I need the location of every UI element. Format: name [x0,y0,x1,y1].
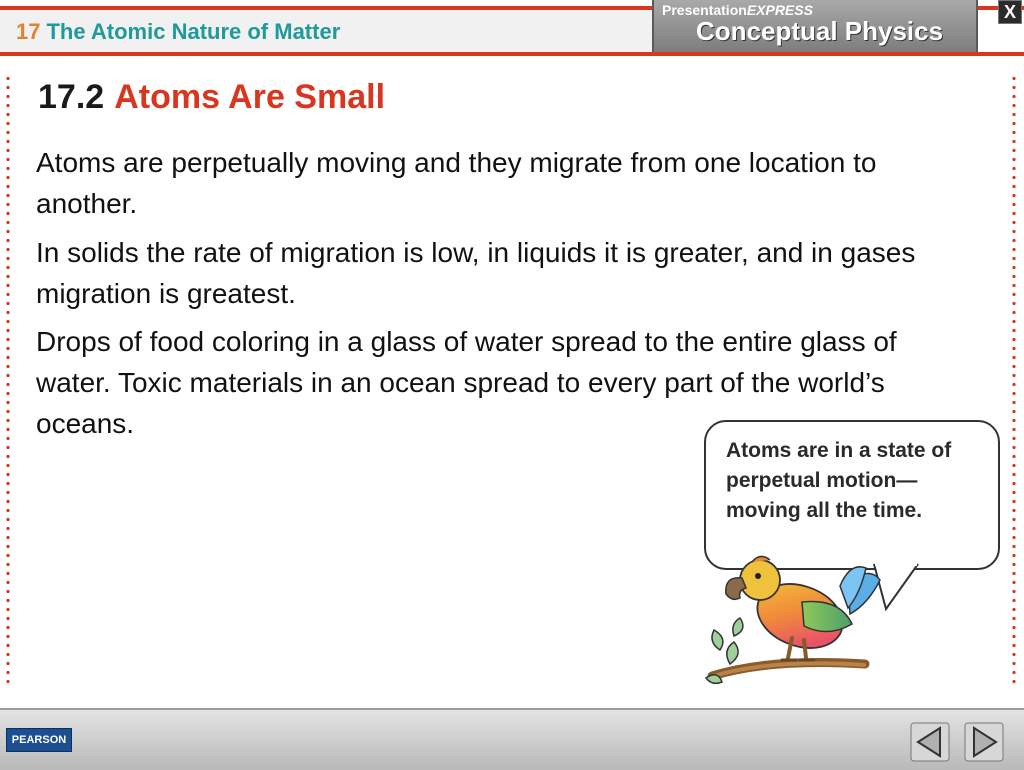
paragraph-1: Atoms are perpetually moving and they migrate from one location to another. [36,147,877,219]
brand-prefix: Presentation [662,2,747,18]
paragraph-3: Drops of food coloring in a glass of water spread to the entire glass of water. Toxic materials in an ocean spread to every part of the world’s oceans. [36,326,897,439]
parrot-illustration [700,546,890,696]
header-bar [0,0,1024,62]
brand-logo [652,0,978,52]
footer-bar [0,708,1024,770]
section-number: 17.2 [38,78,105,116]
speech-bubble-text: Atoms are in a state of perpetual motion—moving all the time. [726,439,952,522]
pearson-logo: PEARSON [6,728,72,752]
section-name: Atoms Are Small [114,78,386,116]
chapter-title [16,19,340,45]
close-button[interactable]: X [998,0,1022,24]
dotted-border-left [6,74,10,686]
paragraph-2: In solids the rate of migration is low, in liquids it is greater, and in gases migration is greatest. [36,237,916,309]
chapter-name: The Atomic Nature of Matter [46,19,341,44]
dotted-border-right [1012,74,1016,686]
header-bottom-rule [0,52,1024,56]
next-slide-button[interactable] [964,722,1004,762]
section-title [38,78,385,117]
brand-express: EXPRESS [746,2,813,18]
previous-slide-button[interactable] [910,722,950,762]
chapter-number: 17 [16,19,41,44]
brand-title: Conceptual Physics [696,16,944,46]
